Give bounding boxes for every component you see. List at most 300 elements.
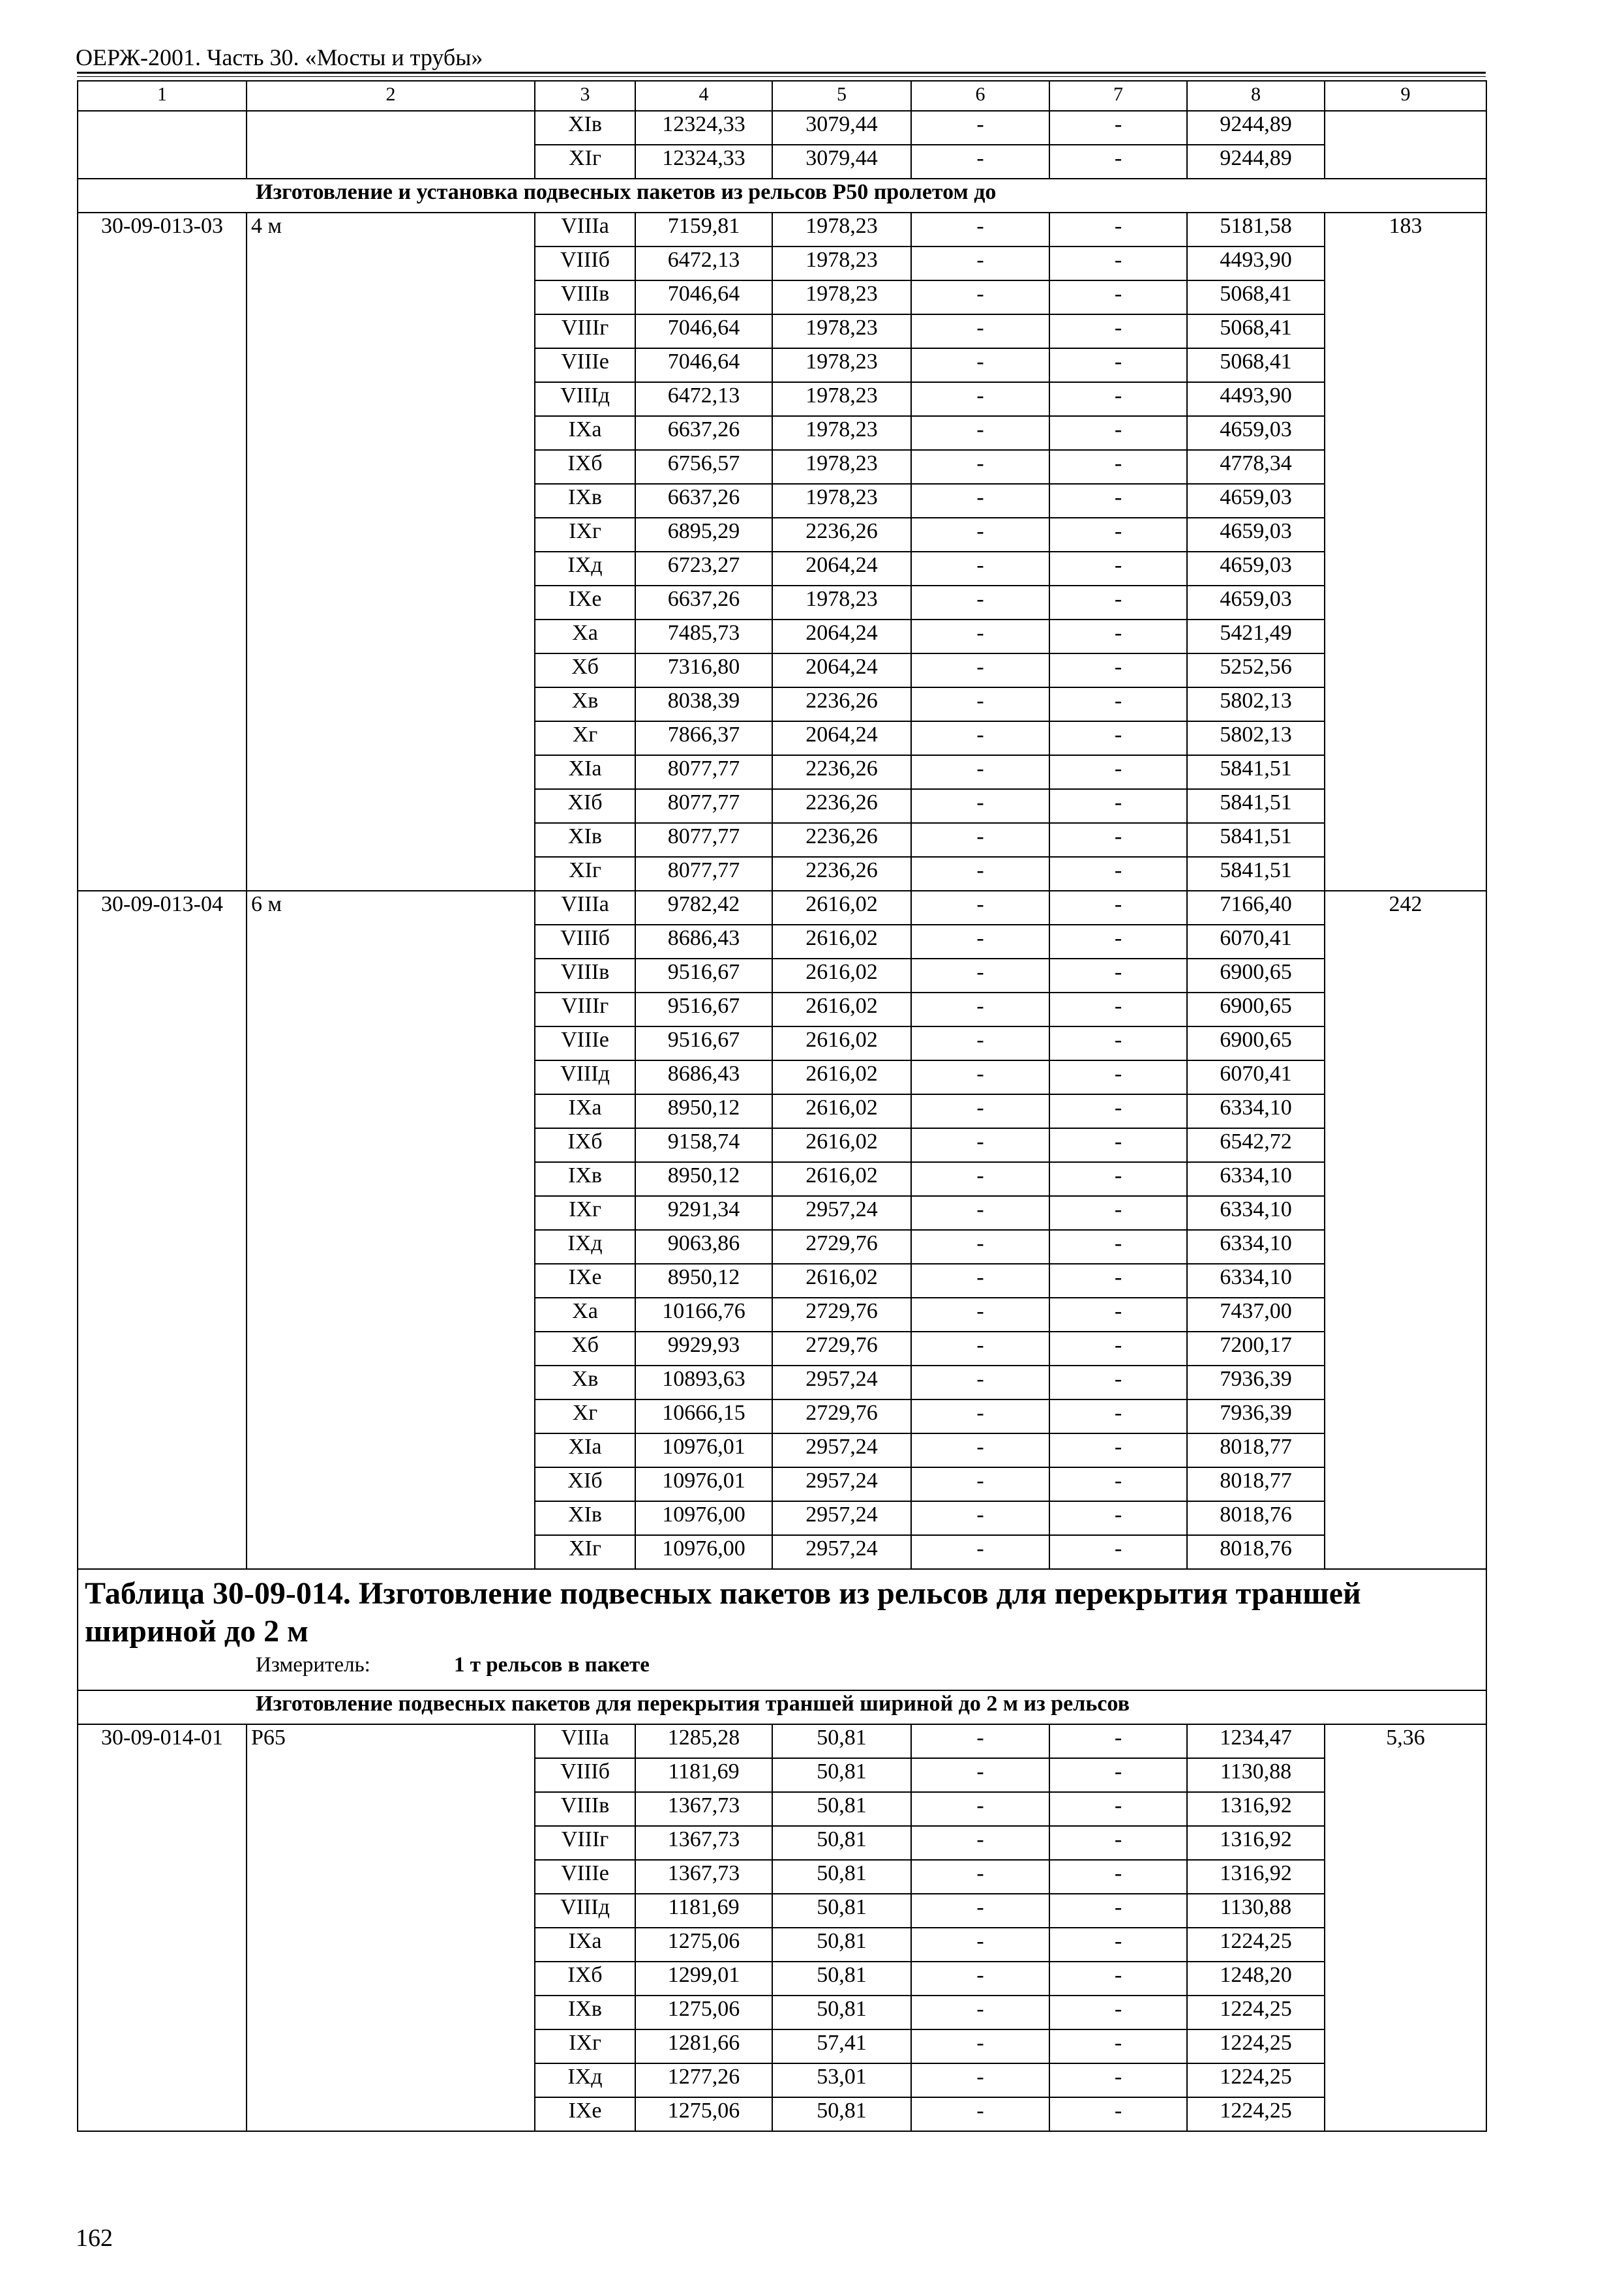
table-cell: - xyxy=(1049,721,1187,755)
table-cell: 8950,12 xyxy=(635,1094,772,1128)
rate-name: 4 м xyxy=(247,213,535,891)
table-cell: 4659,03 xyxy=(1187,484,1325,518)
table-cell: - xyxy=(911,687,1049,721)
table-cell: - xyxy=(1049,620,1187,653)
rate-name: 6 м xyxy=(247,891,535,1569)
table-cell: 1978,23 xyxy=(772,348,911,382)
table-cell: VIIIб xyxy=(535,247,635,280)
table-cell: IXв xyxy=(535,1162,635,1196)
table-cell: - xyxy=(911,2029,1049,2063)
table-cell: 1181,69 xyxy=(635,1894,772,1928)
table-cell: - xyxy=(911,1962,1049,1996)
table-cell: 2064,24 xyxy=(772,620,911,653)
table-cell: - xyxy=(911,755,1049,789)
table-cell: - xyxy=(911,1196,1049,1230)
empty-cell xyxy=(247,111,535,179)
table-cell: - xyxy=(911,789,1049,823)
table-cell: 2236,26 xyxy=(772,857,911,891)
table-cell: 50,81 xyxy=(772,1826,911,1860)
column-number: 5 xyxy=(772,81,911,111)
table-cell: - xyxy=(911,1399,1049,1433)
table-cell: 2729,76 xyxy=(772,1399,911,1433)
header-rule-thin xyxy=(77,76,1486,77)
table-cell: 1224,25 xyxy=(1187,2063,1325,2097)
table-cell: 50,81 xyxy=(772,1860,911,1894)
table-cell: 10976,00 xyxy=(635,1535,772,1569)
table-cell: - xyxy=(911,484,1049,518)
table-cell: XIв xyxy=(535,111,635,145)
table-cell: 6900,65 xyxy=(1187,1026,1325,1060)
table-cell: 8077,77 xyxy=(635,857,772,891)
table-cell: - xyxy=(911,1060,1049,1094)
table-cell: 1316,92 xyxy=(1187,1860,1325,1894)
table-cell: VIIIе xyxy=(535,1026,635,1060)
table-cell: 4659,03 xyxy=(1187,416,1325,450)
table-cell: - xyxy=(911,1996,1049,2029)
table-cell: 2616,02 xyxy=(772,1060,911,1094)
table-cell: 2616,02 xyxy=(772,1162,911,1196)
table-cell: - xyxy=(1049,518,1187,552)
table-cell: 12324,33 xyxy=(635,145,772,179)
section-title: Изготовление подвесных пакетов для перекрытия траншей шириной до 2 м из рельсов xyxy=(78,1690,1486,1724)
table-cell: IXд xyxy=(535,1230,635,1264)
table-cell: 1978,23 xyxy=(772,586,911,620)
table-cell: - xyxy=(1049,1996,1187,2029)
table-cell: - xyxy=(1049,552,1187,586)
table-cell: XIг xyxy=(535,145,635,179)
table-cell: 2957,24 xyxy=(772,1467,911,1501)
table-cell: 7316,80 xyxy=(635,653,772,687)
table-cell: 2957,24 xyxy=(772,1501,911,1535)
table-cell: 9291,34 xyxy=(635,1196,772,1230)
measure-line xyxy=(85,1652,1479,1678)
table-cell: Xв xyxy=(535,687,635,721)
table-cell: IXб xyxy=(535,1128,635,1162)
section-row xyxy=(78,179,1486,213)
table-cell: - xyxy=(911,1264,1049,1298)
table-cell: 5802,13 xyxy=(1187,721,1325,755)
table-cell: - xyxy=(911,653,1049,687)
table-cell: 2616,02 xyxy=(772,1094,911,1128)
table-cell: VIIIв xyxy=(535,959,635,993)
table-cell: - xyxy=(1049,2097,1187,2131)
table-cell: - xyxy=(911,1758,1049,1792)
table-title-block xyxy=(78,1569,1486,1690)
table-cell: - xyxy=(1049,1026,1187,1060)
table-cell: 9929,93 xyxy=(635,1332,772,1366)
column-number: 9 xyxy=(1325,81,1486,111)
table-cell: - xyxy=(911,1860,1049,1894)
table-cell: VIIIг xyxy=(535,1826,635,1860)
table-cell: 1275,06 xyxy=(635,1928,772,1962)
table-cell: 8686,43 xyxy=(635,1060,772,1094)
table-cell: - xyxy=(911,1433,1049,1467)
table-cell: - xyxy=(911,552,1049,586)
table-cell: 57,41 xyxy=(772,2029,911,2063)
table-cell: - xyxy=(911,959,1049,993)
table-cell: VIIIв xyxy=(535,1792,635,1826)
table-cell: 6637,26 xyxy=(635,416,772,450)
table-cell: 2729,76 xyxy=(772,1298,911,1332)
table-cell: 9516,67 xyxy=(635,1026,772,1060)
table-cell: Xб xyxy=(535,1332,635,1366)
table-cell: 6542,72 xyxy=(1187,1128,1325,1162)
table-cell: 1224,25 xyxy=(1187,2029,1325,2063)
table-cell: 8077,77 xyxy=(635,823,772,857)
rate-name: Р65 xyxy=(247,1724,535,2131)
table-cell: 4493,90 xyxy=(1187,247,1325,280)
table-cell: Xб xyxy=(535,653,635,687)
table-cell: 4493,90 xyxy=(1187,382,1325,416)
table-cell: - xyxy=(1049,857,1187,891)
table-cell: 8077,77 xyxy=(635,755,772,789)
table-cell: 53,01 xyxy=(772,2063,911,2097)
table-cell: Xг xyxy=(535,721,635,755)
table-cell: 1978,23 xyxy=(772,382,911,416)
table-cell: - xyxy=(1049,1467,1187,1501)
table-cell: 10976,01 xyxy=(635,1467,772,1501)
measure-value: 1 т рельсов в пакете xyxy=(454,1653,650,1677)
table-cell: IXа xyxy=(535,1094,635,1128)
table-cell: - xyxy=(911,2063,1049,2097)
table-cell: IXа xyxy=(535,1928,635,1962)
table-cell: - xyxy=(911,280,1049,314)
table-cell: IXе xyxy=(535,586,635,620)
table-cell: 2729,76 xyxy=(772,1332,911,1366)
table-cell: 9063,86 xyxy=(635,1230,772,1264)
table-cell: - xyxy=(911,382,1049,416)
table-cell: 5421,49 xyxy=(1187,620,1325,653)
table-cell: - xyxy=(1049,993,1187,1026)
table-cell: 4659,03 xyxy=(1187,586,1325,620)
table-cell: - xyxy=(1049,2029,1187,2063)
table-cell: 2957,24 xyxy=(772,1366,911,1399)
table-cell: - xyxy=(911,721,1049,755)
table-cell: Xа xyxy=(535,1298,635,1332)
page-header: ОЕРЖ-2001. Часть 30. «Мосты и трубы» xyxy=(76,44,483,70)
table-cell: 10166,76 xyxy=(635,1298,772,1332)
table-cell: 8038,39 xyxy=(635,687,772,721)
table-cell: - xyxy=(1049,382,1187,416)
table-cell: 6334,10 xyxy=(1187,1230,1325,1264)
table-cell: 50,81 xyxy=(772,1928,911,1962)
table-cell: - xyxy=(911,348,1049,382)
table-cell: 2957,24 xyxy=(772,1433,911,1467)
table-cell: - xyxy=(1049,247,1187,280)
table-cell: 6472,13 xyxy=(635,382,772,416)
table-cell: - xyxy=(1049,823,1187,857)
table-cell: 10976,00 xyxy=(635,1501,772,1535)
table-cell: 9782,42 xyxy=(635,891,772,925)
table-cell: 8018,77 xyxy=(1187,1467,1325,1501)
table-cell: 6900,65 xyxy=(1187,993,1325,1026)
table-cell: 5841,51 xyxy=(1187,857,1325,891)
table-cell: 1248,20 xyxy=(1187,1962,1325,1996)
table-cell: 6334,10 xyxy=(1187,1162,1325,1196)
table-cell: XIв xyxy=(535,823,635,857)
table-cell: VIIIд xyxy=(535,1894,635,1928)
table-cell: 4659,03 xyxy=(1187,518,1325,552)
table-cell: 9516,67 xyxy=(635,959,772,993)
table-cell: 8018,76 xyxy=(1187,1501,1325,1535)
table-cell: XIг xyxy=(535,857,635,891)
table-cell: VIIIе xyxy=(535,348,635,382)
table-cell: - xyxy=(911,1792,1049,1826)
table-cell: IXб xyxy=(535,450,635,484)
table-cell: 1978,23 xyxy=(772,416,911,450)
table-cell: - xyxy=(1049,1094,1187,1128)
table-cell: - xyxy=(911,1298,1049,1332)
table-cell: - xyxy=(1049,755,1187,789)
table-cell: 8950,12 xyxy=(635,1264,772,1298)
table-cell: - xyxy=(1049,348,1187,382)
table-cell: 1181,69 xyxy=(635,1758,772,1792)
table-cell: 1224,25 xyxy=(1187,2097,1325,2131)
table-cell: VIIIд xyxy=(535,1060,635,1094)
table-cell: 2616,02 xyxy=(772,959,911,993)
table-cell: 7866,37 xyxy=(635,721,772,755)
table-cell: - xyxy=(911,2097,1049,2131)
table-cell: 7046,64 xyxy=(635,280,772,314)
table-cell: 3079,44 xyxy=(772,145,911,179)
table-cell: Xг xyxy=(535,1399,635,1433)
table-cell: 1224,25 xyxy=(1187,1928,1325,1962)
table-cell: - xyxy=(1049,1264,1187,1298)
table-cell: 7437,00 xyxy=(1187,1298,1325,1332)
table-cell: - xyxy=(1049,653,1187,687)
table-cell: 1130,88 xyxy=(1187,1894,1325,1928)
table-cell: 6070,41 xyxy=(1187,1060,1325,1094)
table-cell: 6472,13 xyxy=(635,247,772,280)
table-cell: - xyxy=(911,1128,1049,1162)
section-title: Изготовление и установка подвесных пакетов из рельсов Р50 пролетом до xyxy=(78,179,1486,213)
table-cell: - xyxy=(1049,1332,1187,1366)
table-cell: 1978,23 xyxy=(772,450,911,484)
table-cell: - xyxy=(911,518,1049,552)
column-number: 8 xyxy=(1187,81,1325,111)
table-row xyxy=(78,111,1486,145)
table-cell: 6334,10 xyxy=(1187,1264,1325,1298)
table-cell: - xyxy=(911,1501,1049,1535)
table-cell: - xyxy=(1049,1894,1187,1928)
table-cell: 2236,26 xyxy=(772,755,911,789)
table-cell: 50,81 xyxy=(772,1792,911,1826)
table-cell: 2616,02 xyxy=(772,891,911,925)
table-cell: 6070,41 xyxy=(1187,925,1325,959)
table-cell: 10976,01 xyxy=(635,1433,772,1467)
table-cell: 50,81 xyxy=(772,1724,911,1758)
table-cell: 2236,26 xyxy=(772,789,911,823)
table-cell: XIб xyxy=(535,1467,635,1501)
price-table xyxy=(77,80,1487,2132)
table-cell: 5252,56 xyxy=(1187,653,1325,687)
rate-code: 30-09-013-04 xyxy=(78,891,247,1569)
table-cell: IXб xyxy=(535,1962,635,1996)
table-cell: 2064,24 xyxy=(772,721,911,755)
table-cell: 50,81 xyxy=(772,1758,911,1792)
table-cell: - xyxy=(1049,1860,1187,1894)
rate-code: 30-09-013-03 xyxy=(78,213,247,891)
table-cell: IXе xyxy=(535,1264,635,1298)
table-cell: 12324,33 xyxy=(635,111,772,145)
table-cell: 1281,66 xyxy=(635,2029,772,2063)
table-cell: 1130,88 xyxy=(1187,1758,1325,1792)
table-cell: 5068,41 xyxy=(1187,280,1325,314)
table-cell: IXд xyxy=(535,2063,635,2097)
table-cell: - xyxy=(911,586,1049,620)
table-cell: 2236,26 xyxy=(772,687,911,721)
table-cell: VIIIа xyxy=(535,213,635,247)
table-cell: IXг xyxy=(535,1196,635,1230)
table-cell: VIIIг xyxy=(535,993,635,1026)
page-number: 162 xyxy=(76,2224,113,2252)
table-cell: 7159,81 xyxy=(635,213,772,247)
table-cell: XIа xyxy=(535,755,635,789)
table-cell: 1978,23 xyxy=(772,314,911,348)
table-cell: - xyxy=(1049,2063,1187,2097)
table-cell: 1978,23 xyxy=(772,213,911,247)
table-cell: - xyxy=(1049,145,1187,179)
table-cell: VIIIа xyxy=(535,891,635,925)
table-cell: - xyxy=(1049,1399,1187,1433)
table-cell: VIIIб xyxy=(535,1758,635,1792)
table-cell: 1277,26 xyxy=(635,2063,772,2097)
rate-col9: 5,36 xyxy=(1325,1724,1486,2131)
table-cell: - xyxy=(911,1467,1049,1501)
table-cell: 5068,41 xyxy=(1187,314,1325,348)
table-cell: - xyxy=(1049,891,1187,925)
table-cell: - xyxy=(1049,1230,1187,1264)
rate-code: 30-09-014-01 xyxy=(78,1724,247,2131)
table-cell: - xyxy=(1049,1962,1187,1996)
table-cell: - xyxy=(1049,1433,1187,1467)
empty-cell xyxy=(1325,111,1486,179)
table-cell: VIIIд xyxy=(535,382,635,416)
table-cell: 2957,24 xyxy=(772,1196,911,1230)
table-cell: 1367,73 xyxy=(635,1860,772,1894)
table-cell: - xyxy=(1049,1366,1187,1399)
table-cell: - xyxy=(1049,1758,1187,1792)
table-cell: - xyxy=(911,1094,1049,1128)
measure-label: Измеритель: xyxy=(256,1653,370,1677)
table-cell: 1978,23 xyxy=(772,484,911,518)
rate-col9: 183 xyxy=(1325,213,1486,891)
table-cell: 6900,65 xyxy=(1187,959,1325,993)
header-rule xyxy=(77,72,1486,74)
table-cell: 2957,24 xyxy=(772,1535,911,1569)
table-cell: 2616,02 xyxy=(772,1128,911,1162)
table-cell: 2236,26 xyxy=(772,823,911,857)
table-cell: 2616,02 xyxy=(772,925,911,959)
table-cell: VIIIб xyxy=(535,925,635,959)
table-row xyxy=(78,213,1486,247)
column-number: 1 xyxy=(78,81,247,111)
table-cell: XIв xyxy=(535,1501,635,1535)
table-cell: 2616,02 xyxy=(772,993,911,1026)
table-cell: - xyxy=(1049,1792,1187,1826)
table-cell: - xyxy=(911,1026,1049,1060)
table-cell: - xyxy=(1049,1298,1187,1332)
column-number: 7 xyxy=(1049,81,1187,111)
table-cell: IXд xyxy=(535,552,635,586)
table-cell: - xyxy=(1049,1928,1187,1962)
table-cell: 6723,27 xyxy=(635,552,772,586)
table-row xyxy=(78,891,1486,925)
table-cell: XIа xyxy=(535,1433,635,1467)
table-cell: - xyxy=(911,111,1049,145)
empty-cell xyxy=(78,111,247,179)
table-cell: - xyxy=(911,891,1049,925)
table-cell: 6637,26 xyxy=(635,586,772,620)
table-cell: 9158,74 xyxy=(635,1128,772,1162)
table-cell: 50,81 xyxy=(772,1962,911,1996)
table-cell: - xyxy=(911,857,1049,891)
table-cell: 1275,06 xyxy=(635,2097,772,2131)
table-cell: 5068,41 xyxy=(1187,348,1325,382)
table-cell: - xyxy=(911,416,1049,450)
table-cell: 1367,73 xyxy=(635,1826,772,1860)
table-cell: 8077,77 xyxy=(635,789,772,823)
column-number: 2 xyxy=(247,81,535,111)
table-cell: - xyxy=(1049,314,1187,348)
table-cell: 7485,73 xyxy=(635,620,772,653)
table-cell: 1285,28 xyxy=(635,1724,772,1758)
table-cell: 8686,43 xyxy=(635,925,772,959)
table-cell: VIIIв xyxy=(535,280,635,314)
table-cell: 10666,15 xyxy=(635,1399,772,1433)
table-cell: - xyxy=(911,1826,1049,1860)
table-cell: - xyxy=(911,247,1049,280)
table-cell: 1978,23 xyxy=(772,280,911,314)
table-cell: IXа xyxy=(535,416,635,450)
table-row xyxy=(78,1724,1486,1758)
table-cell: 2616,02 xyxy=(772,1026,911,1060)
table-cell: - xyxy=(911,1230,1049,1264)
table-cell: Xа xyxy=(535,620,635,653)
table-cell: 8018,76 xyxy=(1187,1535,1325,1569)
table-cell: - xyxy=(911,823,1049,857)
table-cell: 6756,57 xyxy=(635,450,772,484)
table-cell: IXг xyxy=(535,2029,635,2063)
table-cell: - xyxy=(1049,280,1187,314)
table-cell: 1234,47 xyxy=(1187,1724,1325,1758)
table-cell: - xyxy=(911,1366,1049,1399)
table-cell: - xyxy=(1049,1128,1187,1162)
table-cell: 7046,64 xyxy=(635,314,772,348)
table-cell: 2064,24 xyxy=(772,552,911,586)
table-cell: IXв xyxy=(535,1996,635,2029)
table-cell: 1224,25 xyxy=(1187,1996,1325,2029)
table-cell: - xyxy=(1049,1196,1187,1230)
table-cell: - xyxy=(1049,789,1187,823)
table-cell: 2236,26 xyxy=(772,518,911,552)
table-cell: 2729,76 xyxy=(772,1230,911,1264)
table-cell: 50,81 xyxy=(772,1894,911,1928)
table-cell: - xyxy=(911,993,1049,1026)
rate-col9: 242 xyxy=(1325,891,1486,1569)
column-number: 6 xyxy=(911,81,1049,111)
table-cell: 1316,92 xyxy=(1187,1826,1325,1860)
table-cell: - xyxy=(911,1894,1049,1928)
table-cell: 8018,77 xyxy=(1187,1433,1325,1467)
table-cell: 50,81 xyxy=(772,1996,911,2029)
table-cell: - xyxy=(911,145,1049,179)
table-cell: 7166,40 xyxy=(1187,891,1325,925)
table-cell: 5802,13 xyxy=(1187,687,1325,721)
table-cell: - xyxy=(911,450,1049,484)
table-cell: 9244,89 xyxy=(1187,145,1325,179)
table-cell: Xв xyxy=(535,1366,635,1399)
